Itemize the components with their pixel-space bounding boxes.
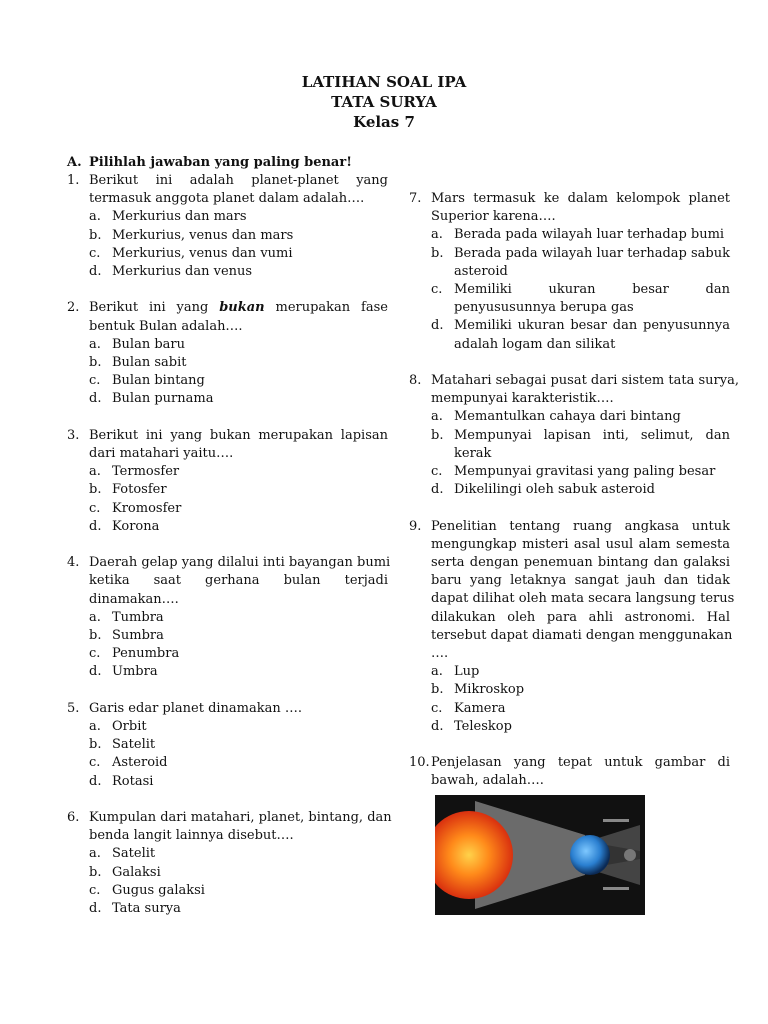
- option-letter: b.: [431, 245, 444, 261]
- option-letter: b.: [431, 682, 444, 698]
- answer-options: [431, 226, 730, 353]
- answer-option[interactable]: [89, 773, 388, 791]
- question-number: 8.: [409, 373, 422, 389]
- answer-option[interactable]: [431, 427, 730, 463]
- option-letter: c.: [89, 500, 101, 516]
- question-number: 10.: [409, 755, 430, 771]
- option-letter: d.: [89, 901, 102, 917]
- question-number: 6.: [67, 810, 80, 826]
- option-letter: a.: [89, 464, 101, 480]
- option-letter: a.: [431, 227, 443, 243]
- answer-option[interactable]: [431, 700, 730, 718]
- question-stem: [431, 518, 735, 664]
- option-letter: c.: [89, 882, 101, 898]
- option-text: Sumbra: [112, 628, 164, 644]
- answer-option[interactable]: [89, 645, 388, 663]
- option-text: Mempunyai gravitasi yang paling besar: [454, 464, 716, 480]
- answer-option[interactable]: [431, 317, 730, 353]
- stem-line: Superior karena….: [431, 209, 556, 225]
- right-column: [409, 190, 739, 933]
- option-text: asteroid: [454, 263, 508, 279]
- answer-option[interactable]: [89, 463, 388, 481]
- option-letter: a.: [89, 609, 101, 625]
- option-text: Bulan bintang: [112, 373, 205, 389]
- option-text: penyususunnya berupa gas: [454, 300, 634, 316]
- answer-option[interactable]: [89, 718, 388, 736]
- title-line-1: LATIHAN SOAL IPA: [301, 73, 467, 91]
- option-letter: d.: [89, 773, 102, 789]
- question-number: 1.: [67, 173, 80, 188]
- option-text: Kromosfer: [112, 500, 182, 516]
- option-text: Dikelilingi oleh sabuk asteroid: [454, 482, 655, 498]
- lunar-eclipse-diagram-icon: [435, 795, 645, 915]
- label-box: [603, 819, 629, 822]
- stem-line: mempunyai karakteristik….: [431, 391, 614, 407]
- answer-option[interactable]: [89, 754, 388, 772]
- question-3: [67, 427, 388, 536]
- option-letter: a.: [89, 846, 101, 862]
- option-text: Merkurius dan mars: [112, 209, 247, 225]
- option-text: Penumbra: [112, 646, 180, 662]
- question-7: [409, 190, 730, 354]
- stem-line: bentuk Bulan adalah….: [89, 318, 243, 334]
- question-stem: [431, 754, 730, 790]
- answer-options: [89, 336, 388, 409]
- document-header: [0, 72, 768, 132]
- answer-option[interactable]: [431, 226, 730, 244]
- answer-options: [89, 845, 388, 918]
- option-letter: b.: [89, 737, 102, 753]
- question-number: 3.: [67, 427, 80, 443]
- answer-option[interactable]: [89, 336, 388, 354]
- option-letter: d.: [89, 664, 102, 680]
- option-letter: d.: [431, 482, 444, 498]
- option-text: Satelit: [112, 737, 156, 753]
- option-letter: a.: [89, 336, 101, 352]
- option-text: Korona: [112, 518, 160, 534]
- option-text: Memantulkan cahaya dari bintang: [454, 409, 681, 425]
- option-letter: a.: [89, 719, 101, 735]
- option-text: Merkurius dan venus: [112, 264, 253, 280]
- stem-line: dinamakan….: [89, 591, 179, 607]
- option-letter: a.: [431, 664, 443, 680]
- stem-line: serta dengan penemuan bintang dan galaksi: [431, 555, 730, 571]
- answer-option[interactable]: [89, 663, 388, 681]
- option-letter: c.: [89, 646, 101, 662]
- option-letter: d.: [89, 264, 102, 280]
- answer-options: [431, 408, 730, 499]
- option-text: Merkurius, venus dan vumi: [112, 245, 293, 261]
- question-number: 2.: [67, 300, 80, 316]
- option-text: kerak: [454, 445, 492, 461]
- answer-option[interactable]: [89, 263, 388, 281]
- answer-option[interactable]: [89, 864, 388, 882]
- answer-options: [431, 663, 730, 736]
- answer-option[interactable]: [89, 227, 388, 245]
- stem-line: dilakukan oleh para ahli astronomi. Hal: [431, 609, 730, 625]
- answer-option[interactable]: [89, 481, 388, 499]
- option-text: Merkurius, venus dan mars: [112, 227, 294, 243]
- answer-option[interactable]: [431, 245, 730, 281]
- stem-text: merupakan fase: [275, 300, 388, 316]
- stem-line: Berikut ini yang bukan merupakan lapisan: [89, 427, 388, 443]
- option-text: Orbit: [112, 719, 147, 735]
- answer-option[interactable]: [431, 463, 730, 481]
- answer-option[interactable]: [89, 245, 388, 263]
- option-text: Mikroskop: [454, 682, 525, 698]
- answer-options: [89, 208, 388, 281]
- option-text: Bulan purnama: [112, 391, 214, 407]
- answer-options: [89, 609, 388, 682]
- answer-option[interactable]: [89, 609, 388, 627]
- question-5: [67, 700, 388, 791]
- question-stem: [89, 700, 388, 718]
- option-text: Mempunyai lapisan inti, selimut, dan: [454, 427, 730, 443]
- option-text: Gugus galaksi: [112, 882, 205, 898]
- option-letter: b.: [89, 864, 102, 880]
- question-number: 5.: [67, 700, 80, 716]
- stem-line: Berikut ini adalah planet-planet yang: [89, 173, 388, 188]
- option-text: Berada pada wilayah luar terhadap bumi: [454, 227, 725, 243]
- stem-line: Matahari sebagai pusat dari sistem tata surya,: [431, 373, 739, 389]
- question-stem: [89, 554, 391, 609]
- question-stem: [431, 372, 739, 408]
- option-text: Umbra: [112, 664, 158, 680]
- question-number: 7.: [409, 191, 422, 206]
- answer-option[interactable]: [431, 481, 730, 499]
- option-text: Galaksi: [112, 864, 161, 880]
- question-number: 9.: [409, 518, 422, 534]
- option-text: Lup: [454, 664, 480, 680]
- section-letter: A.: [67, 155, 82, 170]
- answer-option[interactable]: [89, 900, 388, 918]
- option-text: Memiliki ukuran besar dan: [454, 282, 730, 298]
- question-stem: [89, 299, 388, 335]
- stem-line: Daerah gelap yang dilalui inti bayangan bumi: [89, 555, 391, 571]
- answer-option[interactable]: [431, 281, 730, 317]
- answer-option[interactable]: [89, 372, 388, 390]
- answer-options: [89, 718, 388, 791]
- question-10: [409, 754, 730, 914]
- emphasis-bukan: bukan: [219, 300, 265, 316]
- stem-line: tersebut dapat diamati dengan menggunakan: [431, 627, 733, 643]
- question-9: [409, 518, 735, 736]
- option-letter: b.: [89, 227, 102, 243]
- stem-line: [89, 299, 388, 317]
- label-box: [603, 887, 629, 890]
- stem-text: Berikut ini yang: [89, 300, 209, 316]
- question-number: 4.: [67, 555, 80, 571]
- answer-option[interactable]: [89, 518, 388, 536]
- option-letter: b.: [89, 355, 102, 371]
- question-stem: [431, 190, 730, 226]
- option-letter: c.: [431, 464, 443, 480]
- stem-line: Penelitian tentang ruang angkasa untuk: [431, 518, 730, 534]
- answer-option[interactable]: [89, 208, 388, 226]
- question-stem: [89, 809, 392, 845]
- answer-option[interactable]: [89, 882, 388, 900]
- option-letter: c.: [431, 700, 443, 716]
- option-text: adalah logam dan silikat: [454, 336, 616, 352]
- option-letter: d.: [431, 318, 444, 334]
- option-letter: b.: [89, 628, 102, 644]
- title-line-2: TATA SURYA: [331, 93, 437, 111]
- title-line-3: Kelas 7: [353, 113, 415, 131]
- section-title: Pilihlah jawaban yang paling benar!: [89, 155, 352, 170]
- stem-line: dapat dilihat oleh mata secara langsung terus: [431, 591, 735, 607]
- answer-option[interactable]: [431, 663, 730, 681]
- option-letter: c.: [89, 755, 101, 771]
- question-1: [67, 172, 388, 281]
- stem-line: benda langit lainnya disebut….: [89, 828, 294, 844]
- answer-option[interactable]: [89, 736, 388, 754]
- section-heading: [67, 154, 352, 172]
- stem-line: Penjelasan yang tepat untuk gambar di: [431, 755, 730, 771]
- option-letter: d.: [89, 391, 102, 407]
- option-letter: a.: [431, 409, 443, 425]
- option-text: Fotosfer: [112, 482, 167, 498]
- question-stem: [89, 427, 388, 463]
- option-text: Tumbra: [112, 609, 164, 625]
- question-6: [67, 809, 392, 918]
- stem-line: Mars termasuk ke dalam kelompok planet: [431, 191, 730, 206]
- option-text: Kamera: [454, 700, 506, 716]
- stem-line: baru yang letaknya sangat jauh dan tidak: [431, 573, 730, 589]
- stem-line: Garis edar planet dinamakan ….: [89, 700, 303, 716]
- question-2: [67, 299, 388, 408]
- stem-line: Kumpulan dari matahari, planet, bintang, dan: [89, 810, 392, 826]
- option-text: Memiliki ukuran besar dan penyusunnya: [454, 318, 730, 334]
- answer-option[interactable]: [89, 390, 388, 408]
- option-text: Termosfer: [112, 464, 180, 480]
- stem-line: termasuk anggota planet dalam adalah….: [89, 191, 365, 207]
- option-letter: b.: [431, 427, 444, 443]
- stem-line: ….: [431, 646, 449, 662]
- option-text: Bulan sabit: [112, 355, 187, 371]
- stem-line: bawah, adalah….: [431, 773, 544, 789]
- option-letter: c.: [89, 373, 101, 389]
- moon-icon: [624, 849, 636, 861]
- answer-options: [89, 463, 388, 536]
- question-8: [409, 372, 739, 499]
- option-letter: d.: [89, 518, 102, 534]
- option-letter: c.: [431, 282, 443, 298]
- option-letter: c.: [89, 245, 101, 261]
- answer-option[interactable]: [89, 354, 388, 372]
- question-4: [67, 554, 391, 681]
- stem-line: mengungkap misteri asal usul alam semesta: [431, 536, 730, 552]
- option-letter: a.: [89, 209, 101, 225]
- stem-line: dari matahari yaitu….: [89, 446, 234, 462]
- option-text: Berada pada wilayah luar terhadap sabuk: [454, 245, 730, 261]
- answer-option[interactable]: [89, 500, 388, 518]
- stem-line: ketika saat gerhana bulan terjadi: [89, 573, 388, 589]
- question-stem: [89, 172, 388, 208]
- earth-icon: [570, 835, 610, 875]
- answer-option[interactable]: [89, 627, 388, 645]
- option-text: Teleskop: [454, 718, 512, 734]
- option-letter: b.: [89, 482, 102, 498]
- option-text: Tata surya: [112, 901, 181, 917]
- option-text: Satelit: [112, 846, 156, 862]
- option-text: Bulan baru: [112, 336, 185, 352]
- option-text: Rotasi: [112, 773, 154, 789]
- left-column: [67, 172, 392, 936]
- answer-option[interactable]: [431, 681, 730, 699]
- option-text: Asteroid: [112, 755, 168, 771]
- answer-option[interactable]: [431, 718, 730, 736]
- option-letter: d.: [431, 718, 444, 734]
- answer-option[interactable]: [431, 408, 730, 426]
- answer-option[interactable]: [89, 845, 388, 863]
